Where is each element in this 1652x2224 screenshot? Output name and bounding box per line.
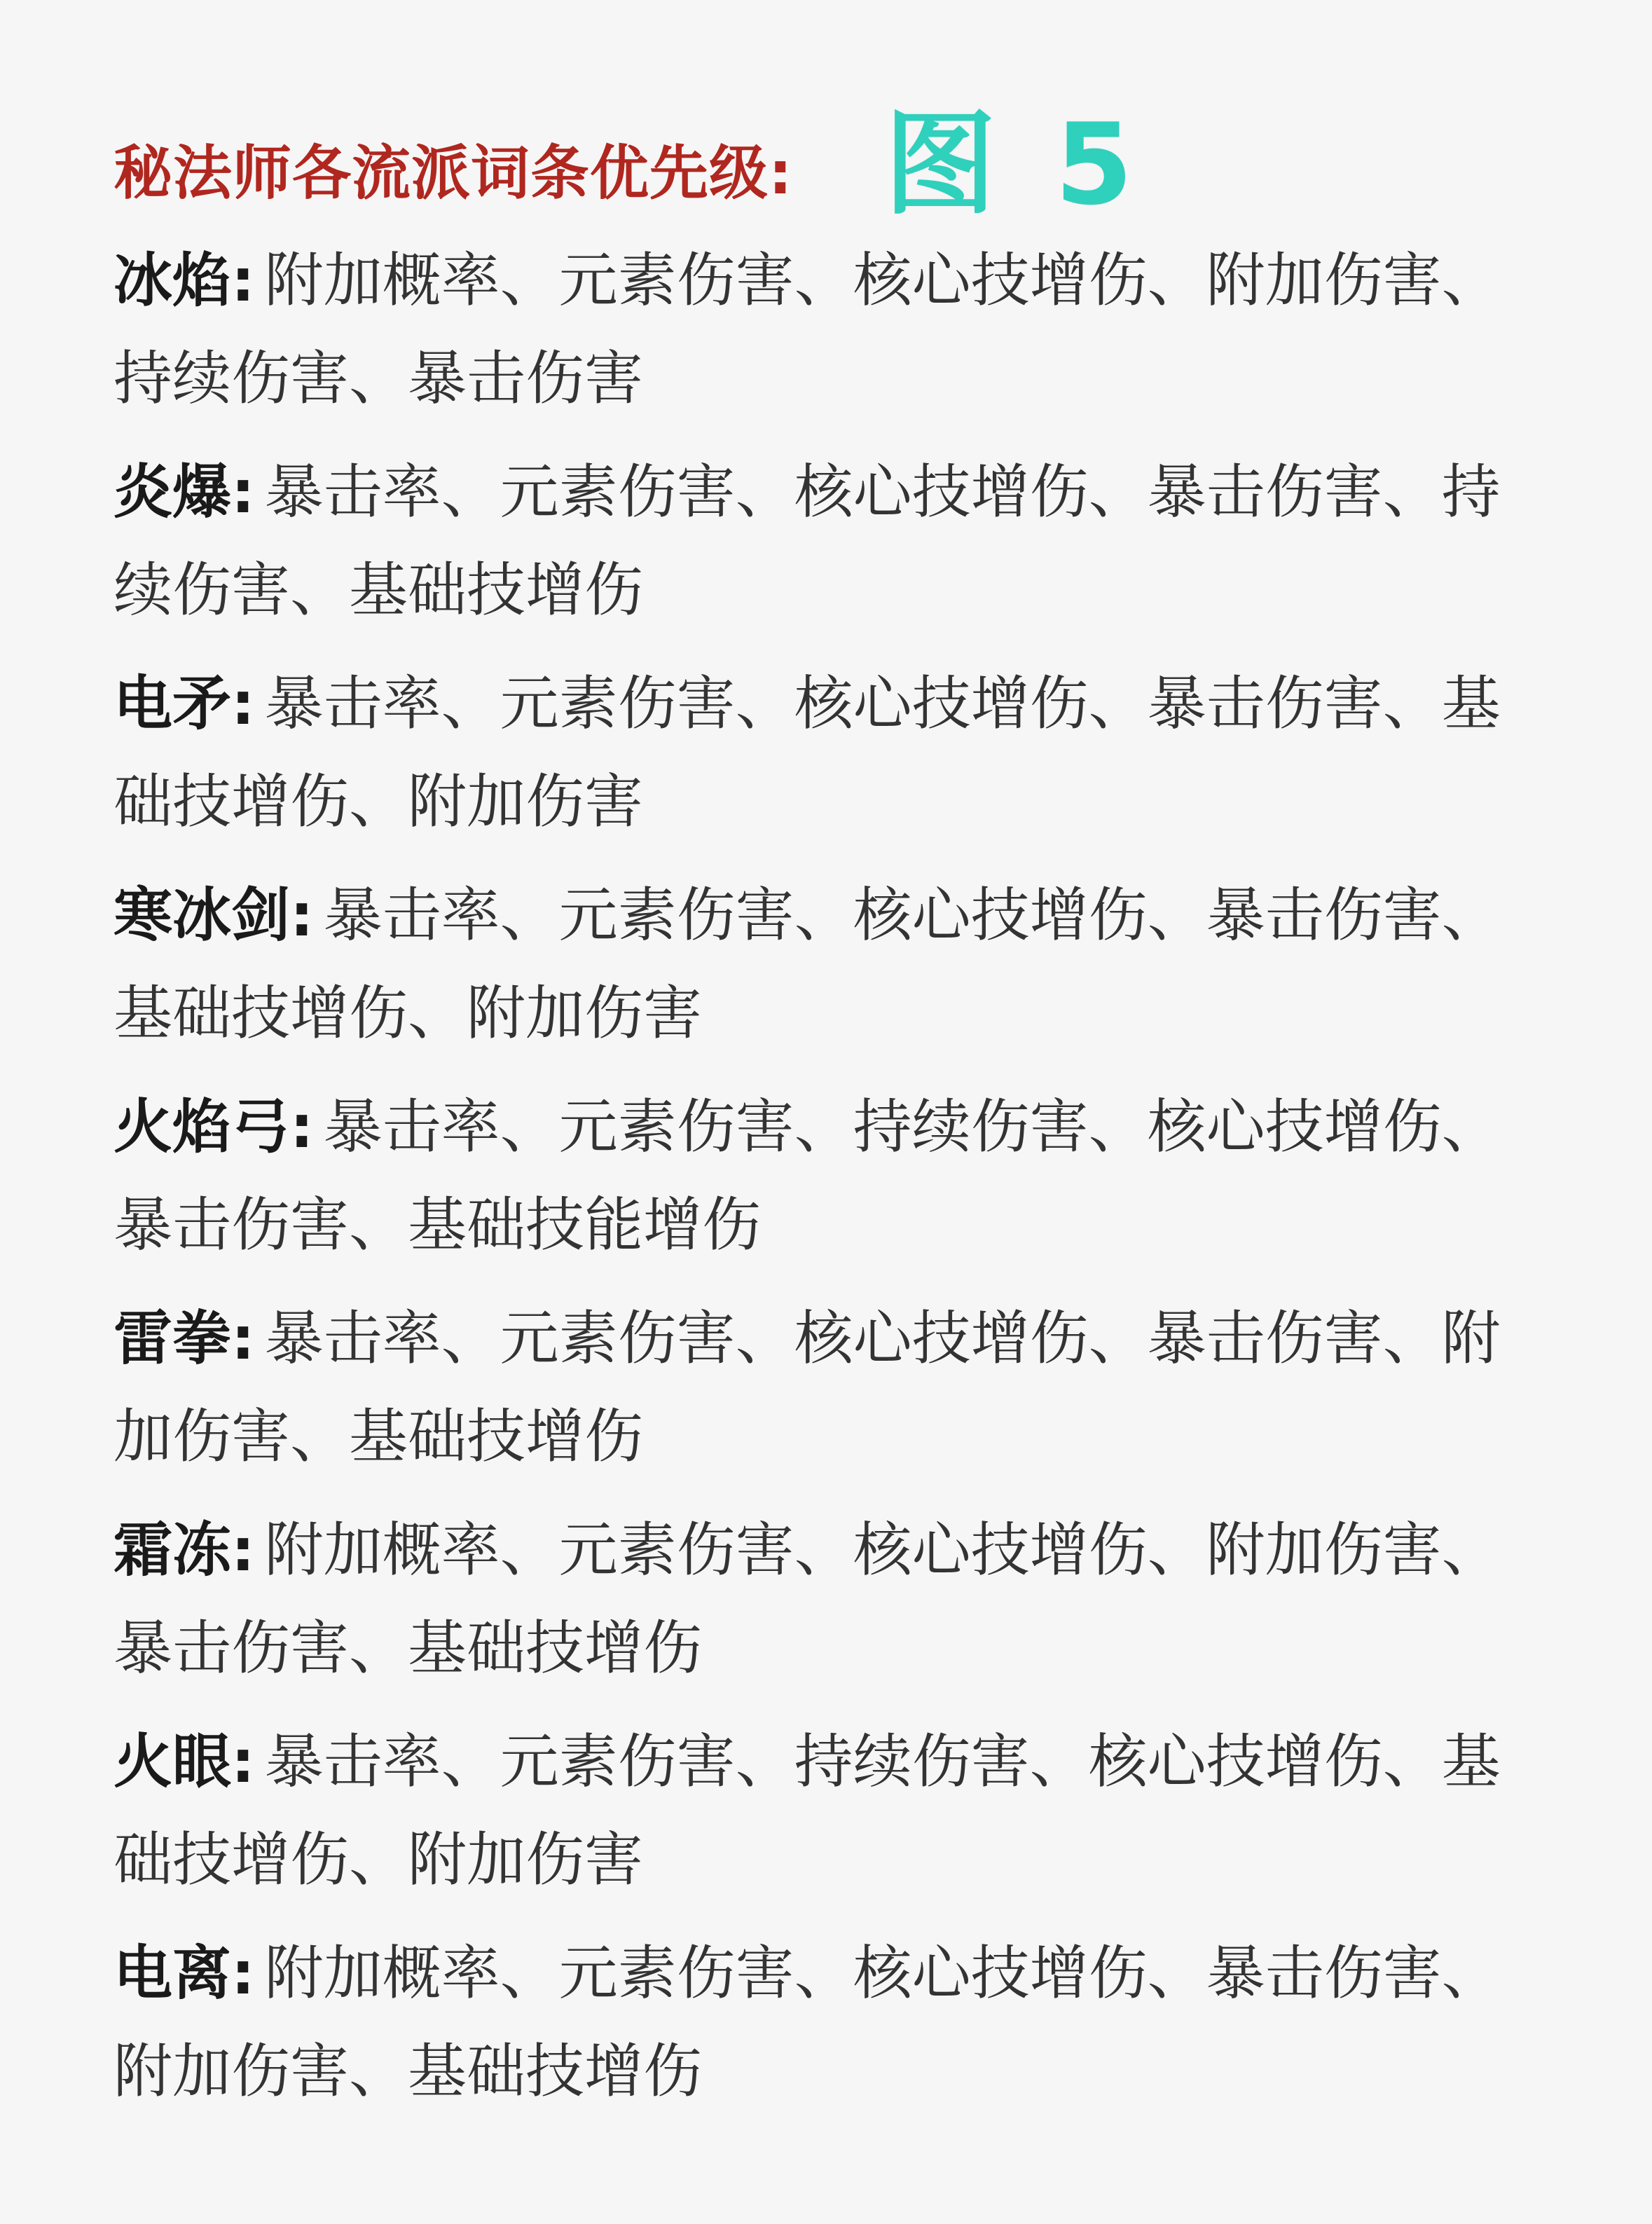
stat-priority: 暴击率、元素伤害、持续伤害、核心技增伤、基础技增伤、附加伤害 [113, 1727, 1501, 1894]
stat-priority: 暴击率、元素伤害、核心技增伤、暴击伤害、附加伤害、基础技增伤 [113, 1304, 1501, 1471]
list-item [113, 1289, 1529, 1485]
colon: : [231, 1939, 255, 2007]
build-name: 雷拳 [113, 1304, 232, 1373]
colon: : [231, 1727, 255, 1796]
build-name: 炎爆 [113, 458, 232, 526]
stat-priority: 附加概率、元素伤害、核心技增伤、附加伤害、持续伤害、暴击伤害 [113, 246, 1501, 413]
colon: : [231, 669, 255, 738]
build-name: 火眼 [113, 1727, 232, 1796]
colon: : [290, 881, 314, 949]
stat-priority: 暴击率、元素伤害、持续伤害、核心技增伤、暴击伤害、基础技能增伤 [113, 1092, 1501, 1259]
figure-label: 图 5 [884, 99, 1143, 230]
list-item [113, 1078, 1529, 1274]
stat-priority: 暴击率、元素伤害、核心技增伤、暴击伤害、基础技增伤、附加伤害 [113, 669, 1501, 836]
build-name: 电离 [113, 1939, 232, 2007]
build-name: 寒冰剑 [113, 881, 291, 949]
list-item [113, 231, 1529, 427]
colon: : [290, 1092, 314, 1161]
colon: : [231, 1516, 255, 1584]
build-name: 冰焰 [113, 246, 232, 315]
stat-priority: 附加概率、元素伤害、核心技增伤、暴击伤害、附加伤害、基础技增伤 [113, 1939, 1501, 2106]
build-name: 电矛 [113, 669, 232, 738]
stat-priority: 暴击率、元素伤害、核心技增伤、暴击伤害、持续伤害、基础技增伤 [113, 458, 1501, 624]
list-item [113, 866, 1529, 1062]
colon: : [231, 458, 255, 526]
build-name: 火焰弓 [113, 1092, 291, 1161]
list-item [113, 1501, 1529, 1697]
colon: : [231, 246, 255, 315]
stat-priority: 暴击率、元素伤害、核心技增伤、暴击伤害、基础技增伤、附加伤害 [113, 881, 1501, 1048]
list-item [113, 1712, 1529, 1909]
build-name: 霜冻 [113, 1516, 232, 1584]
header [113, 99, 1515, 230]
stat-priority: 附加概率、元素伤害、核心技增伤、附加伤害、暴击伤害、基础技增伤 [113, 1516, 1501, 1682]
colon: : [231, 1304, 255, 1373]
list-item [113, 654, 1529, 851]
build-priority-list [113, 231, 1529, 2136]
list-item [113, 443, 1529, 639]
list-item [113, 1924, 1529, 2120]
page-title: 秘法师各流派词条优先级: [113, 139, 793, 207]
